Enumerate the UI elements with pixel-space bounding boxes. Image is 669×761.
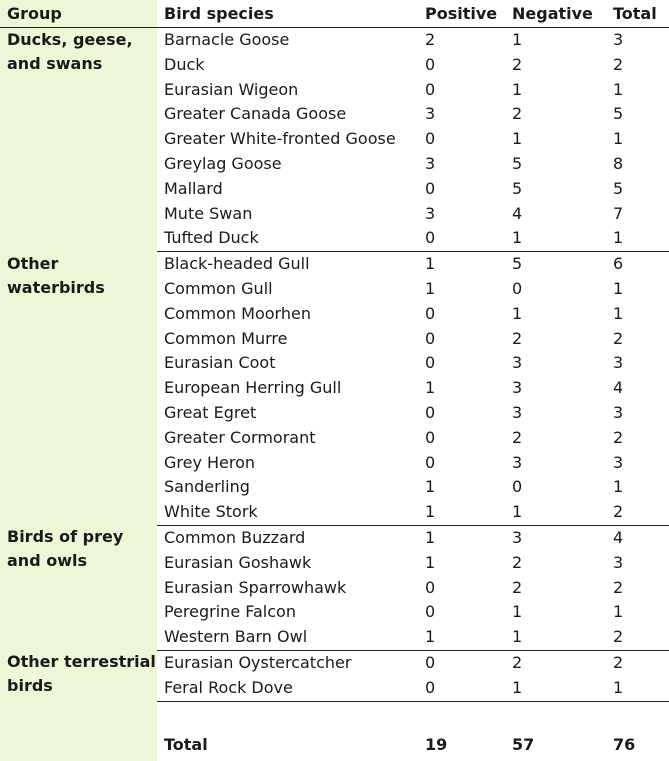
total-cell: 3: [613, 402, 624, 422]
species-cell: Duck: [164, 54, 205, 74]
total-cell: 1: [606, 226, 669, 251]
negative-cell: 3: [512, 378, 523, 398]
species-cell: Common Gull: [164, 278, 273, 298]
total-cell: 1: [613, 129, 624, 149]
negative-cell: 1: [512, 602, 523, 622]
positive-cell: 1: [418, 500, 505, 525]
species-cell: Eurasian Sparrowhawk: [164, 577, 347, 597]
positive-cell: 0: [425, 353, 436, 373]
species-cell: Western Barn Owl: [157, 625, 418, 650]
table-footer: [0, 701, 669, 761]
negative-cell: 2: [512, 427, 523, 447]
negative-cell: 1: [512, 30, 523, 49]
totals-total: 76: [613, 734, 636, 754]
species-cell: European Herring Gull: [164, 378, 342, 398]
positive-cell: 0: [425, 402, 436, 422]
total-cell: 2: [613, 577, 624, 597]
positive-cell: 1: [425, 477, 436, 497]
species-cell: Tufted Duck: [157, 226, 418, 251]
negative-cell: 1: [505, 500, 606, 525]
negative-cell: 3: [512, 402, 523, 422]
total-cell: 2: [606, 500, 669, 525]
positive-cell: 1: [425, 527, 436, 547]
total-cell: 3: [613, 353, 624, 373]
positive-cell: 0: [425, 129, 436, 149]
negative-cell: 1: [505, 625, 606, 650]
negative-cell: 2: [512, 552, 523, 572]
negative-cell: 1: [512, 303, 523, 323]
total-cell: 1: [613, 303, 624, 323]
total-cell: 4: [613, 527, 624, 547]
species-cell: Eurasian Wigeon: [164, 79, 299, 99]
species-cell: Feral Rock Dove: [157, 676, 418, 701]
table-row: [0, 252, 669, 277]
species-cell: Eurasian Coot: [164, 353, 276, 373]
species-cell: Common Buzzard: [164, 527, 306, 547]
species-cell: Common Moorhen: [164, 303, 311, 323]
negative-cell: 2: [512, 328, 523, 348]
total-cell: 8: [613, 153, 624, 173]
total-cell: 1: [606, 676, 669, 701]
header-species: Bird species: [157, 0, 418, 28]
group-name: Other terrestrial birds: [0, 650, 157, 701]
species-cell: Sanderling: [164, 477, 250, 497]
positive-cell: 0: [425, 328, 436, 348]
negative-cell: 0: [512, 477, 523, 497]
total-cell: 1: [613, 602, 624, 622]
total-cell: 4: [613, 378, 624, 398]
species-cell: Eurasian Oystercatcher: [164, 652, 352, 672]
positive-cell: 2: [425, 30, 436, 49]
negative-cell: 3: [512, 353, 523, 373]
species-cell: Mallard: [164, 178, 223, 198]
total-cell: 5: [613, 178, 624, 198]
total-cell: 2: [613, 54, 624, 74]
positive-cell: 0: [425, 178, 436, 198]
positive-cell: 1: [425, 254, 436, 274]
totals-negative: 57: [512, 734, 535, 754]
positive-cell: 3: [425, 153, 436, 173]
positive-cell: 0: [418, 676, 505, 701]
total-cell: 2: [606, 625, 669, 650]
totals-label: Total: [164, 734, 208, 754]
negative-cell: 2: [512, 104, 523, 124]
negative-cell: 0: [512, 278, 523, 298]
group-name: Birds of prey and owls: [0, 525, 157, 650]
total-cell: 1: [613, 278, 624, 298]
total-cell: 3: [613, 452, 624, 472]
positive-cell: 0: [425, 79, 436, 99]
positive-cell: 1: [425, 378, 436, 398]
species-cell: Peregrine Falcon: [164, 602, 296, 622]
totals-group-cell: [0, 701, 157, 761]
negative-cell: 1: [512, 79, 523, 99]
species-cell: Common Murre: [164, 328, 288, 348]
totals-positive: 19: [425, 734, 448, 754]
header-row: [0, 0, 669, 28]
totals-row: [0, 701, 669, 761]
positive-cell: 3: [425, 104, 436, 124]
total-cell: 2: [613, 652, 624, 672]
positive-cell: 1: [425, 552, 436, 572]
negative-cell: 3: [512, 452, 523, 472]
positive-cell: 3: [425, 203, 436, 223]
positive-cell: 0: [425, 427, 436, 447]
total-cell: 6: [613, 254, 624, 274]
negative-cell: 2: [512, 54, 523, 74]
table-header: [0, 0, 669, 28]
species-cell: Mute Swan: [164, 203, 253, 223]
total-cell: 2: [613, 427, 624, 447]
species-cell: Barnacle Goose: [164, 30, 290, 49]
negative-cell: 1: [505, 676, 606, 701]
positive-cell: 0: [425, 452, 436, 472]
total-cell: 2: [613, 328, 624, 348]
negative-cell: 4: [512, 203, 523, 223]
species-cell: Black-headed Gull: [164, 254, 310, 274]
table-body: [0, 28, 669, 702]
total-cell: 3: [613, 30, 624, 49]
table-row: [0, 28, 669, 53]
species-cell: Greater Cormorant: [164, 427, 316, 447]
species-cell: Eurasian Goshawk: [164, 552, 312, 572]
negative-cell: 5: [512, 153, 523, 173]
positive-cell: 0: [425, 577, 436, 597]
negative-cell: 2: [512, 577, 523, 597]
positive-cell: 0: [425, 303, 436, 323]
total-cell: 1: [613, 477, 624, 497]
species-cell: Greater White-fronted Goose: [164, 129, 396, 149]
negative-cell: 5: [512, 178, 523, 198]
positive-cell: 0: [418, 226, 505, 251]
header-positive: Positive: [418, 0, 505, 28]
negative-cell: 5: [512, 254, 523, 274]
header-total: Total: [606, 0, 669, 28]
species-cell: White Stork: [157, 500, 418, 525]
total-cell: 3: [613, 552, 624, 572]
species-cell: Grey Heron: [164, 452, 256, 472]
total-cell: 5: [613, 104, 624, 124]
table-row: [0, 650, 669, 675]
table-row: [0, 525, 669, 550]
total-cell: 7: [613, 203, 624, 223]
positive-cell: 0: [425, 54, 436, 74]
negative-cell: 1: [512, 129, 523, 149]
negative-cell: 1: [505, 226, 606, 251]
positive-cell: 1: [425, 278, 436, 298]
species-cell: Great Egret: [164, 402, 257, 422]
positive-cell: 0: [425, 652, 436, 672]
header-group: Group: [0, 0, 157, 28]
species-cell: Greylag Goose: [164, 153, 282, 173]
positive-cell: 1: [418, 625, 505, 650]
header-negative: Negative: [505, 0, 606, 28]
group-name: Other waterbirds: [0, 252, 157, 526]
group-name: Ducks, geese, and swans: [0, 28, 157, 252]
positive-cell: 0: [425, 602, 436, 622]
total-cell: 1: [613, 79, 624, 99]
negative-cell: 2: [512, 652, 523, 672]
negative-cell: 3: [512, 527, 523, 547]
species-cell: Greater Canada Goose: [164, 104, 347, 124]
